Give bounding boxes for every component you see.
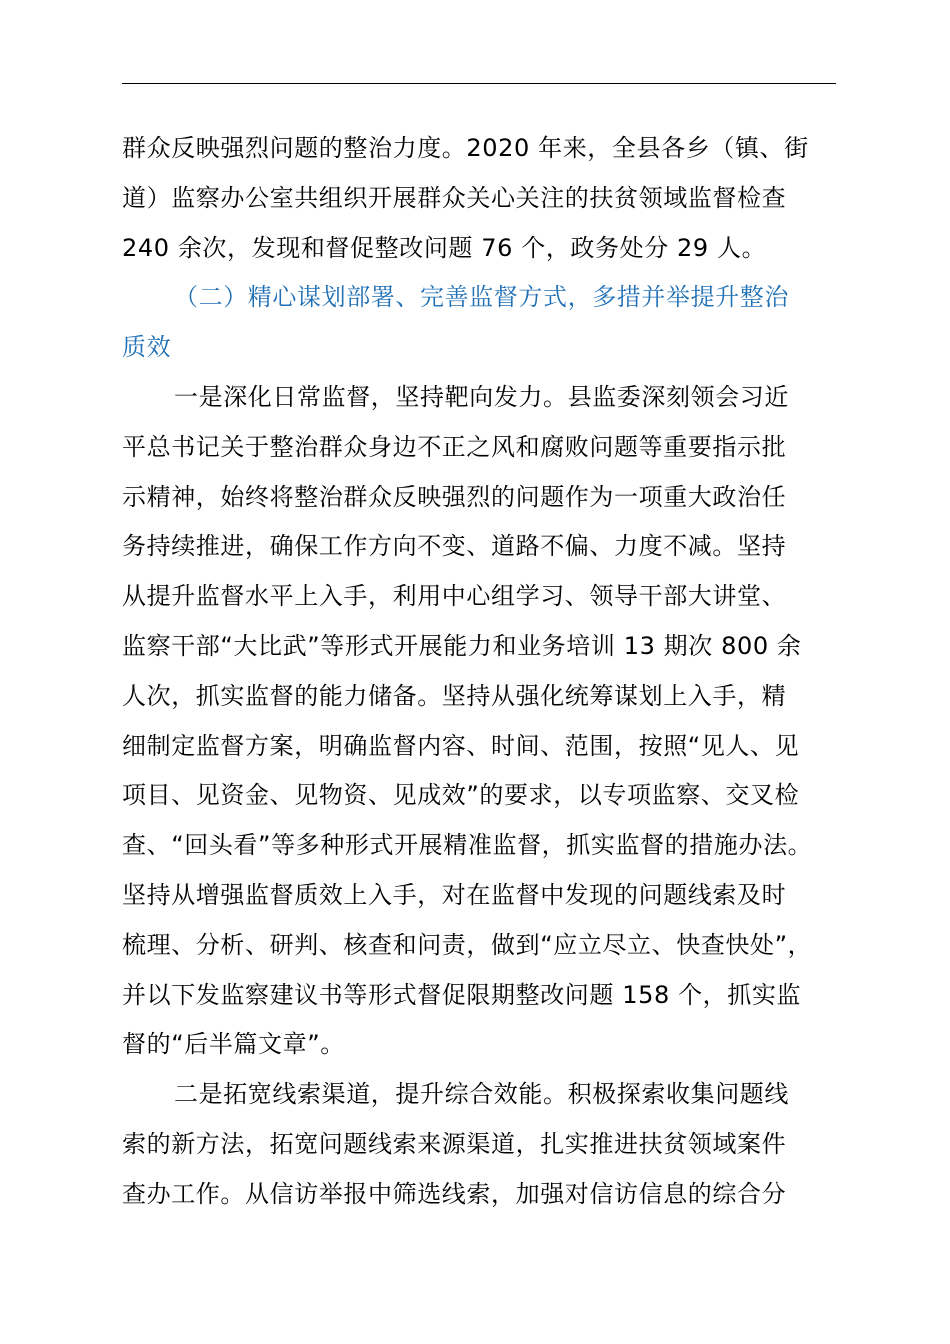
body-line: 查、“回头看”等多种形式开展精准监督，抓实监督的措施办法。 (122, 831, 813, 860)
body-line: 平总书记关于整治群众身边不正之风和腐败问题等重要指示批 (122, 432, 787, 461)
body-line: 道）监察办公室共组织开展群众关心关注的扶贫领域监督检查 (122, 183, 787, 212)
body-line: 240 余次，发现和督促整改问题 76 个，政务处分 29 人。 (122, 233, 767, 262)
header-rule (122, 83, 836, 84)
body-line: 查办工作。从信访举报中筛选线索，加强对信访信息的综合分 (122, 1179, 787, 1208)
document-body (122, 124, 838, 1220)
body-line: 索的新方法，拓宽问题线索来源渠道，扎实推进扶贫领域案件 (122, 1129, 787, 1158)
paragraph-first-line: 二是拓宽线索渠道，提升综合效能。积极探索收集问题线 (174, 1080, 789, 1109)
body-line: 坚持从增强监督质效上入手，对在监督中发现的问题线索及时 (122, 880, 787, 909)
body-line: 群众反映强烈问题的整治力度。2020 年来，全县各乡（镇、街 (122, 134, 809, 162)
body-line: 务持续推进，确保工作方向不变、道路不偏、力度不减。坚持 (122, 532, 787, 561)
section-heading-line: （二）精心谋划部署、完善监督方式，多措并举提升整治 (174, 283, 789, 312)
body-line: 细制定监督方案，明确监督内容、时间、范围，按照“见人、见 (122, 731, 800, 760)
body-line: 项目、见资金、见物资、见成效”的要求，以专项监察、交叉检 (122, 781, 800, 810)
body-line: 人次，抓实监督的能力储备。坚持从强化统筹谋划上入手，精 (122, 681, 787, 710)
body-line: 监察干部“大比武”等形式开展能力和业务培训 13 期次 800 余 (122, 631, 802, 660)
body-line: 示精神，始终将整治群众反映强烈的问题作为一项重大政治任 (122, 482, 787, 511)
body-line: 梳理、分析、研判、核查和问责，做到“应立尽立、快查快处”， (122, 930, 813, 959)
body-line: 并以下发监察建议书等形式督促限期整改问题 158 个，抓实监 (122, 980, 802, 1009)
section-heading-line: 质效 (122, 333, 172, 362)
body-line: 从提升监督水平上入手，利用中心组学习、领导干部大讲堂、 (122, 582, 787, 611)
paragraph-first-line: 一是深化日常监督，坚持靶向发力。县监委深刻领会习近 (174, 382, 789, 411)
body-line: 督的“后半篇文章”。 (122, 1030, 345, 1059)
